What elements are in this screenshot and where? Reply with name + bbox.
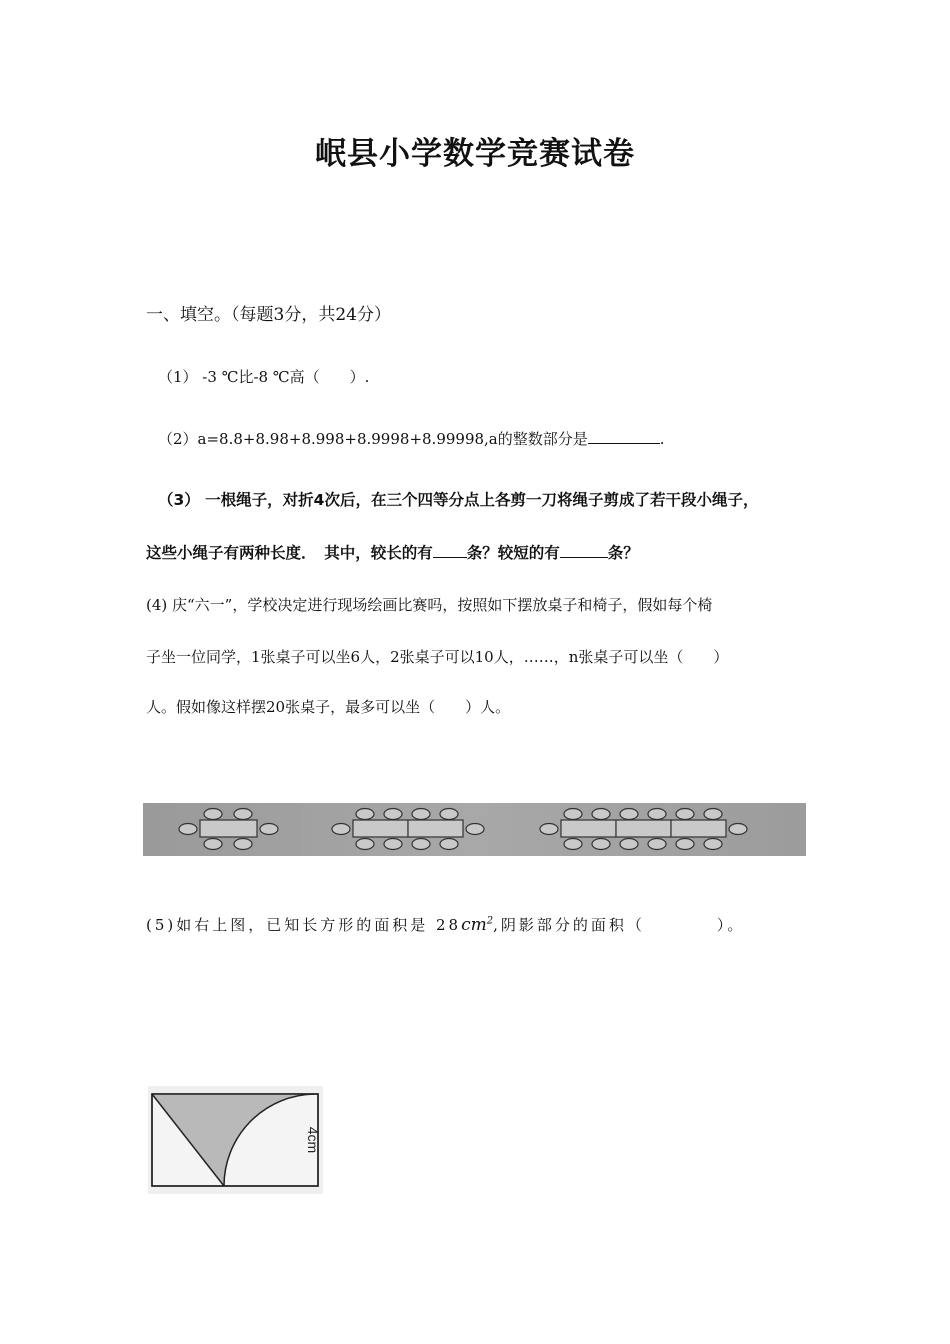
- question-2-end: .: [659, 430, 665, 448]
- question-3-text-a: 这些小绳子有两种长度． 其中，较长的有: [146, 544, 433, 562]
- question-5-prefix: (5)如右上图，已知长方形的面积是 28: [146, 916, 462, 934]
- page-title: 岷县小学数学竞赛试卷: [315, 136, 635, 172]
- question-3-text-c: 条？: [607, 544, 639, 562]
- shaded-rectangle-figure: [148, 1086, 323, 1194]
- area-unit: $cm^2$: [461, 915, 494, 935]
- question-5: [146, 914, 745, 935]
- question-3-line-1: （3） 一根绳子，对折4次后，在三个四等分点上各剪一刀将绳子剪成了若干段小绳子，: [158, 491, 759, 509]
- question-4-line-1: (4) 庆“六一”，学校决定进行现场绘画比赛吗，按照如下摆放桌子和椅子，假如每个椅: [146, 596, 713, 614]
- question-5-suffix: ,阴影部分的面积（ ）。: [493, 916, 746, 934]
- answer-blank: [560, 543, 608, 558]
- section-heading: 一、填空。（每题3分，共24分）: [146, 305, 391, 325]
- question-2: [158, 428, 665, 449]
- answer-blank: [433, 543, 467, 558]
- question-1: （1） -3 ℃比-8 ℃高（ ）.: [158, 368, 370, 386]
- question-4-line-3: 人。假如像这样摆20张桌子，最多可以坐（ ）人。: [146, 698, 511, 716]
- side-length-label: 4cm: [305, 1126, 321, 1154]
- tables-chairs-figure: [143, 803, 806, 856]
- question-3-line-2: [146, 541, 639, 563]
- question-4-line-2: 子坐一位同学，1张桌子可以坐6人，2张桌子可以10人，……，n张桌子可以坐（ ）: [146, 648, 729, 666]
- answer-blank: [588, 429, 660, 444]
- question-2-text: （2）a=8.8+8.98+8.998+8.9998+8.99998,a的整数部分是: [158, 430, 588, 448]
- question-3-text-b: 条？较短的有: [466, 544, 560, 562]
